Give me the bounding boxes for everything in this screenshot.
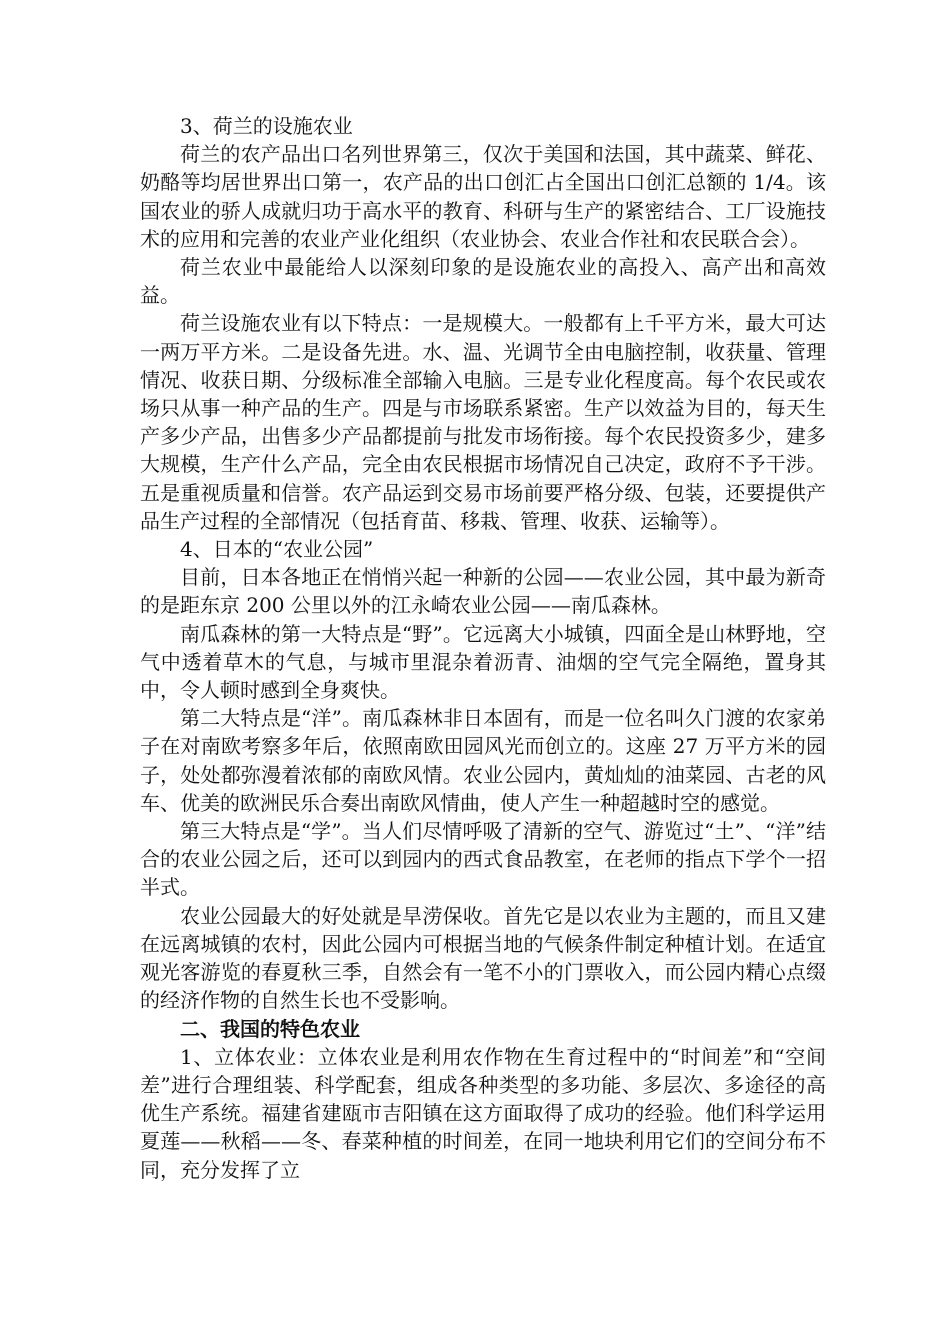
section-heading-china: 二、我国的特色农业 [180, 1016, 360, 1041]
paragraph-netherlands-features: 荷兰设施农业有以下特点：一是规模大。一般都有上千平方米，最大可达一两万平方米。二是设备先进。水、温、光调节全由电脑控制，收获量、管理情况、收获日期、分级标准全部输入电脑。三是专业化程度高。每个农民或农场只从事一种产品的生产。四是与市场联系紧密。生产以效益为目的，每天生产多少产品，出售多少产品都提前与批发市场衔接。每个农民投资多少，建多大规模，生产什么产品，完全由农民根据市场情况自己决定，政府不予干涉。五是重视质量和信誉。农产品运到交易市场前要严格分级、包装，还要提供产品生产过程的全部情况（包括育苗、移栽、管理、收获、运输等）。 [140, 311, 826, 533]
paragraph-netherlands-impression: 荷兰农业中最能给人以深刻印象的是设施农业的高投入、高产出和高效益。 [140, 255, 826, 308]
paragraph-japan-feature-2: 第二大特点是“洋”。南瓜森林非日本固有，而是一位名叫久门渡的农家弟子在对南欧考察多年后，依照南欧田园风光而创立的。这座 27 万平方米的园子，处处都弥漫着浓郁的南欧风情。农业公园内，黄灿灿的油菜园、古老的风车、优美的欧洲民乐合奏出南欧风情曲，使人产生一种超越时空的感觉。 [140, 706, 826, 815]
paragraph-china-3d-agriculture: 1、立体农业：立体农业是利用农作物在生育过程中的“时间差”和“空间差”进行合理组装、科学配套，组成各种类型的多功能、多层次、多途径的高优生产系统。福建省建瓯市吉阳镇在这方面取得了成功的经验。他们科学运用夏莲——秋稻——冬、春菜种植的时间差，在同一地块利用它们的空间分布不同，充分发挥了立 [140, 1044, 826, 1182]
section-heading-japan: 4、日本的“农业公园” [180, 537, 374, 562]
paragraph-japan-feature-1: 南瓜森林的第一大特点是“野”。它远离大小城镇，四面全是山林野地，空气中透着草木的气息，与城市里混杂着沥青、油烟的空气完全隔绝，置身其中，令人顿时感到全身爽快。 [140, 621, 826, 703]
paragraph-netherlands-exports: 荷兰的农产品出口名列世界第三，仅次于美国和法国，其中蔬菜、鲜花、奶酪等均居世界出口第一，农产品的出口创汇占全国出口创汇总额的 1/4。该国农业的骄人成就归功于高水平的教育、科研与生产的紧密结合、工厂设施技术的应用和完善的农业产业化组织（农业协会、农业合作社和农民联合会）。 [140, 142, 826, 251]
section-heading-netherlands: 3、荷兰的设施农业 [180, 114, 353, 138]
paragraph-japan-benefits: 农业公园最大的好处就是旱涝保收。首先它是以农业为主题的，而且又建在远离城镇的农村，因此公园内可根据当地的气候条件制定种植计划。在适宜观光客游览的春夏秋三季，自然会有一笔不小的门票收入，而公园内精心点缀的经济作物的自然生长也不受影响。 [140, 903, 826, 1013]
paragraph-japan-feature-3: 第三大特点是“学”。当人们尽情呼吸了清新的空气、游览过“土”、“洋”结合的农业公园之后，还可以到园内的西式食品教室，在老师的指点下学个一招半式。 [140, 819, 826, 900]
paragraph-japan-intro: 目前，日本各地正在悄悄兴起一种新的公园——农业公园，其中最为新奇的是距东京 200 公里以外的江永崎农业公园——南瓜森林。 [140, 565, 826, 618]
document-page [140, 112, 826, 1184]
